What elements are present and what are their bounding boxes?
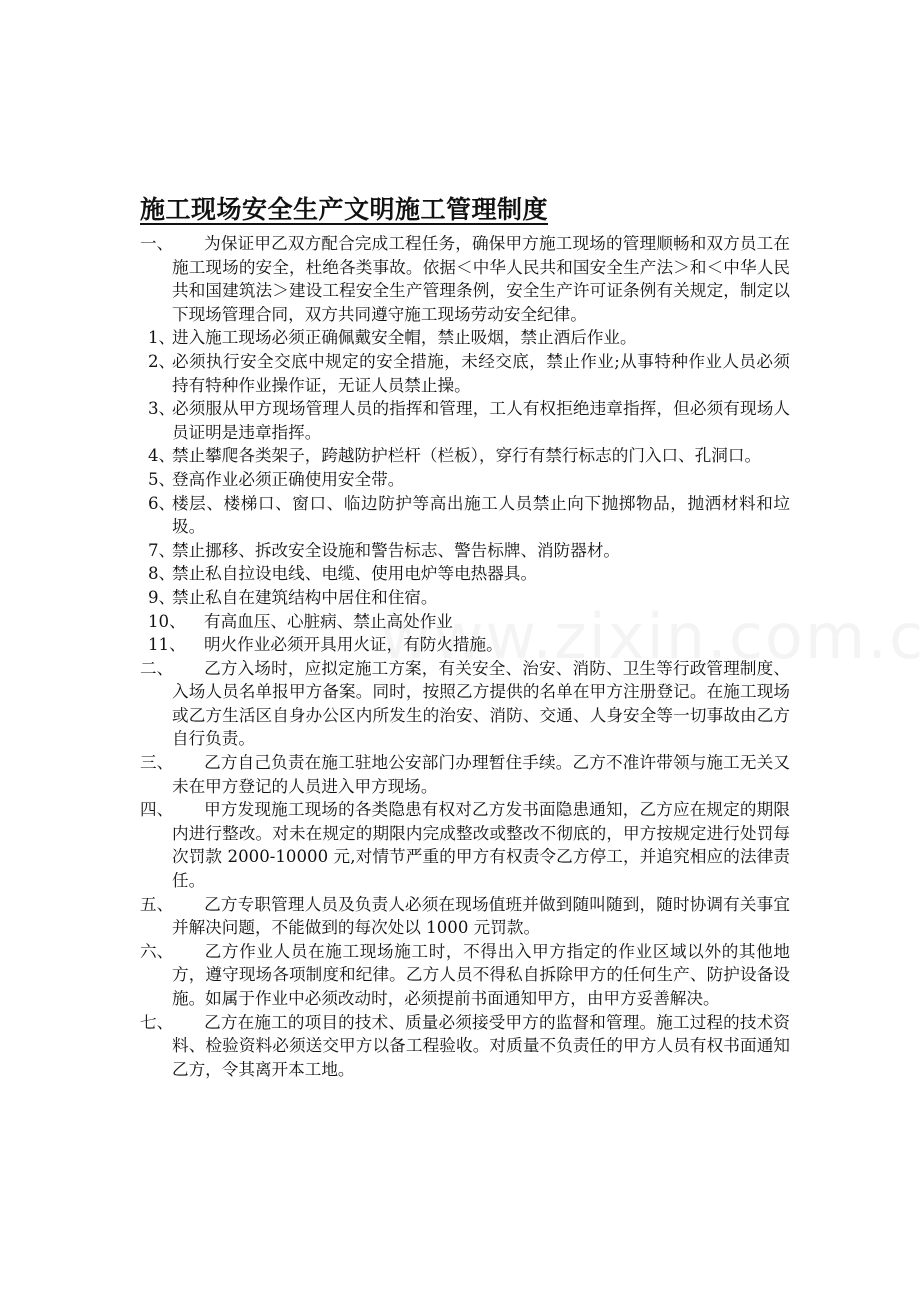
rule-2 — [140, 350, 790, 397]
rule-number: 7、 — [148, 540, 176, 560]
clause-3 — [140, 751, 790, 798]
clause-4 — [140, 798, 790, 892]
rule-number: 6、 — [148, 493, 176, 513]
rule-text: 禁止私自拉设电线、电缆、使用电炉等电热器具。 — [172, 564, 538, 584]
clause-text: 乙方专职管理人员及负责人必须在现场值班并做到随叫随到，随时协调有关事宜并解决问题，不能做到的每次处以 1000 元罚款。 — [172, 894, 790, 938]
rule-4 — [140, 444, 790, 468]
rule-11 — [140, 633, 790, 657]
clause-number: 五、 — [140, 894, 174, 914]
rule-7 — [140, 539, 790, 563]
document-title: 施工现场安全生产文明施工管理制度 — [140, 195, 549, 224]
rule-text: 禁止私自在建筑结构中居住和住宿。 — [172, 587, 438, 607]
clause-text: 乙方自己负责在施工驻地公安部门办理暂住手续。乙方不准许带领与施工无关又未在甲方登记的人员进入甲方现场。 — [172, 753, 790, 796]
clause-text: 为保证甲乙双方配合完成工程任务，确保甲方施工现场的管理顺畅和双方员工在施工现场的安全，杜绝各类事故。依据＜中华人民共和国安全生产法＞和＜中华人民共和国建筑法＞建设工程安全生产管理条例，安全生产许可证条例有关规定，制定以下现场管理合同，双方共同遵守施工现场劳动安全纪律。 — [172, 234, 790, 324]
rule-9 — [140, 586, 790, 610]
rule-text: 楼层、楼梯口、窗口、临边防护等高出施工人员禁止向下抛掷物品，抛洒材料和垃圾。 — [172, 493, 790, 537]
rule-number: 5、 — [148, 469, 176, 489]
rule-number: 2、 — [148, 351, 176, 371]
rule-10 — [140, 610, 790, 634]
clause-number: 七、 — [140, 1012, 174, 1032]
rule-text: 禁止挪移、拆改安全设施和警告标志、警告标牌、消防器材。 — [172, 540, 621, 560]
rule-text: 禁止攀爬各类架子，跨越防护栏杆（栏板），穿行有禁行标志的门入口、孔洞口。 — [172, 446, 762, 466]
clause-text: 乙方在施工的项目的技术、质量必须接受甲方的监督和管理。施工过程的技术资料、检验资料必须送交甲方以备工程验收。对质量不负责任的甲方人员有权书面通知乙方，令其离开本工地。 — [172, 1012, 790, 1079]
clause-number: 一、 — [140, 234, 174, 253]
rule-8 — [140, 562, 790, 586]
clause-text: 甲方发现施工现场的各类隐患有权对乙方发书面隐患通知，乙方应在规定的期限内进行整改。对未在规定的期限内完成整改或整改不彻底的，甲方按规定进行处罚每次罚款 2000-10000 元,对情节严重的甲方有权责令乙方停工，并追究相应的法律责任。 — [172, 800, 790, 891]
rule-text: 进入施工现场必须正确佩戴安全帽，禁止吸烟，禁止酒后作业。 — [172, 328, 637, 348]
clause-number: 四、 — [140, 800, 174, 820]
rule-text: 必须执行安全交底中规定的安全措施，未经交底，禁止作业;从事特种作业人员必须持有特种作业操作证，无证人员禁止操。 — [172, 351, 790, 395]
rule-5 — [140, 468, 790, 492]
rule-number: 9、 — [148, 587, 176, 607]
rule-text: 明火作业必须开具用火证，有防火措施。 — [204, 635, 503, 655]
clause-text: 乙方入场时，应拟定施工方案，有关安全、治安、消防、卫生等行政管理制度、入场人员名单报甲方备案。同时，按照乙方提供的名单在甲方注册登记。在施工现场或乙方生活区自身办公区内所发生的治安、消防、交通、人身安全等一切事故由乙方自行负责。 — [172, 658, 790, 749]
rule-number: 8、 — [148, 564, 176, 584]
clause-5 — [140, 893, 790, 940]
document-body — [140, 232, 790, 1081]
rule-number: 10、 — [148, 611, 186, 631]
clause-number: 三、 — [140, 753, 174, 773]
clause-1 — [140, 232, 790, 326]
clause-number: 六、 — [140, 941, 174, 961]
rule-number: 3、 — [148, 399, 176, 419]
rule-number: 11、 — [148, 635, 186, 655]
clause-number: 二、 — [140, 658, 174, 678]
clause-6 — [140, 940, 790, 1011]
rule-number: 1、 — [148, 328, 176, 348]
rule-6 — [140, 492, 790, 539]
clause-2 — [140, 657, 790, 751]
rule-number: 4、 — [148, 446, 176, 466]
clause-7 — [140, 1011, 790, 1082]
rule-3 — [140, 397, 790, 444]
rule-text: 有高血压、心脏病、禁止高处作业 — [204, 611, 453, 631]
rule-text: 登高作业必须正确使用安全带。 — [172, 469, 405, 489]
rule-1 — [140, 326, 790, 350]
rule-text: 必须服从甲方现场管理人员的指挥和管理，工人有权拒绝违章指挥，但必须有现场人员证明是违章指挥。 — [172, 399, 790, 442]
clause-text: 乙方作业人员在施工现场施工时，不得出入甲方指定的作业区域以外的其他地方，遵守现场各项制度和纪律。乙方人员不得私自拆除甲方的任何生产、防护设备设施。如属于作业中必须改动时，必须提前书面通知甲方，由甲方妥善解决。 — [172, 941, 790, 1008]
